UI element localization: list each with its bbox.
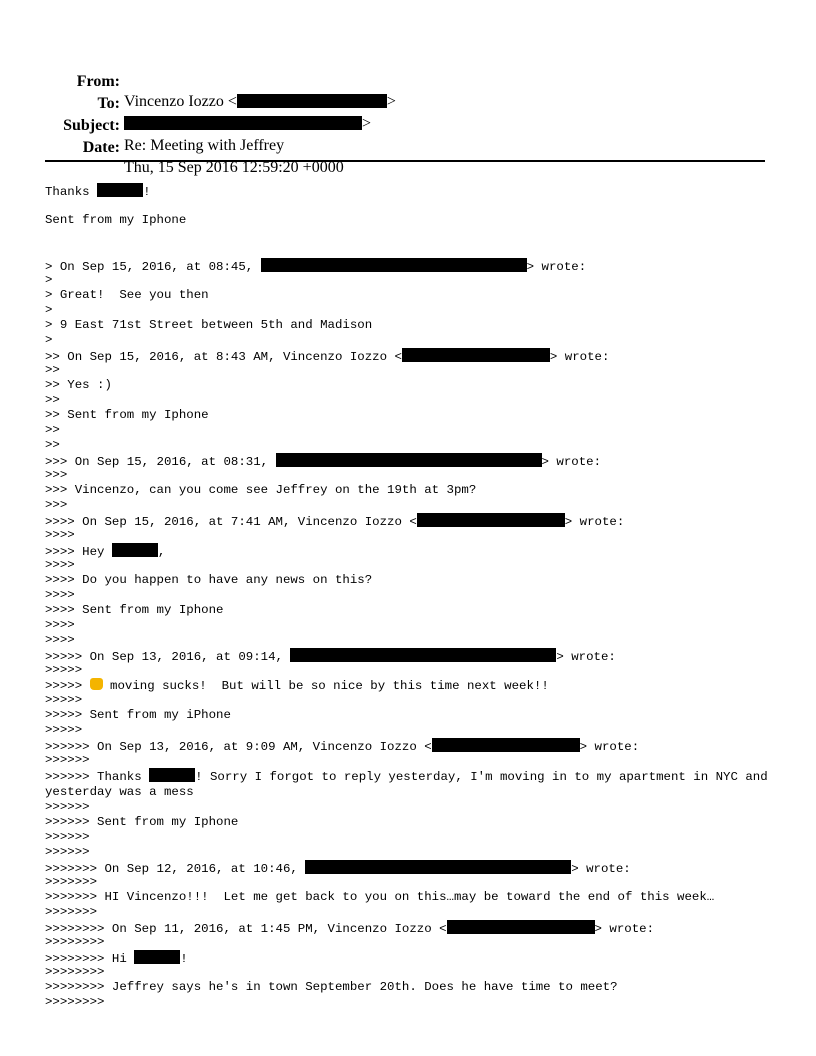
body-line: >>>>> [45,663,83,677]
redaction-box [97,183,143,197]
body-line: >>>> [45,633,75,647]
quote-header: >>>>> On Sep 13, 2016, at 09:14, > wrote: [45,650,616,664]
from-name: Vincenzo Iozzo < [124,93,237,110]
body-line: >>>>>>>> Hi ! [45,952,188,966]
body-line: > 9 East 71st Street between 5th and Madison [45,318,373,332]
redaction-box [149,768,195,782]
subject-label: Subject: [63,117,120,134]
quote-header: >> On Sep 15, 2016, at 8:43 AM, Vincenzo Iozzo < > wrote: [45,350,610,364]
body-line: >>>>> moving sucks! But will be so nice by this time next week!! [45,679,549,693]
body-line: >>>> [45,618,75,632]
email-body [45,183,785,1010]
redaction-box [417,513,565,527]
body-line: >>>>>> Sent from my Iphone [45,815,239,829]
body-line: >>>>>> [45,845,90,859]
body-line: >> [45,393,60,407]
body-line: >>>>>> Thanks ! Sorry I forgot to reply yesterday, I'm moving in to my apartment in NYC and yesterday was a mess [45,770,776,799]
body-line: >>>>> [45,723,83,737]
quote-header: >>>>>>>> On Sep 11, 2016, at 1:45 PM, Vincenzo Iozzo < > wrote: [45,922,655,936]
body-line: >>>>>>>> [45,935,105,949]
body-line: >>> [45,498,68,512]
to-value: > [124,114,371,134]
body-line: >>>>>>> HI Vincenzo!!! Let me get back to you on this…may be toward the end of this week… [45,890,715,904]
body-line: >>> Vincenzo, can you come see Jeffrey on the 19th at 3pm? [45,483,477,497]
body-line: >>>> Sent from my Iphone [45,603,224,617]
redaction-box [134,950,180,964]
body-line: > [45,273,53,287]
body-line: >>>>>>> [45,875,98,889]
header-divider [45,160,765,162]
body-line: >> Yes :) [45,378,112,392]
quote-header: >>>>>>> On Sep 12, 2016, at 10:46, > wrote: [45,862,631,876]
quote-header: >>> On Sep 15, 2016, at 08:31, > wrote: [45,455,602,469]
body-line: >>>> [45,588,75,602]
date-value: Thu, 15 Sep 2016 12:59:20 +0000 [124,159,344,176]
body-line: >>>>>> [45,830,90,844]
body-line: >>>>>>> [45,905,98,919]
body-line: >>>>>> [45,800,90,814]
redaction-box [402,348,550,362]
body-line: >>>>> Sent from my iPhone [45,708,231,722]
body-line: >>>> Hey , [45,545,166,559]
thumbs-up-icon [90,678,103,690]
body-line: >> Sent from my Iphone [45,408,209,422]
body-line: >> [45,423,60,437]
redaction-box [261,258,527,272]
quote-header: > On Sep 15, 2016, at 08:45, > wrote: [45,260,587,274]
body-line: >>>>>>>> [45,965,105,979]
body-line: Sent from my Iphone [45,213,187,227]
redaction-box [432,738,580,752]
redaction-box [447,920,595,934]
body-line: >>>> Do you happen to have any news on this? [45,573,373,587]
quote-header: >>>> On Sep 15, 2016, at 7:41 AM, Vincenzo Iozzo < > wrote: [45,515,625,529]
body-line: >>>> [45,558,75,572]
body-line: >>> [45,468,68,482]
body-line: >>>>> [45,693,83,707]
body-line: > Great! See you then [45,288,209,302]
body-line: >>>> [45,528,75,542]
body-line: > [45,333,53,347]
body-line: >> [45,438,60,452]
body-line: > [45,303,53,317]
quote-header: >>>>>> On Sep 13, 2016, at 9:09 AM, Vincenzo Iozzo < > wrote: [45,740,640,754]
body-line: >>>>>>>> [45,995,105,1009]
redaction-box [276,453,542,467]
from-value: Vincenzo Iozzo < > [124,93,396,110]
date-label: Date: [82,139,120,156]
redaction-box [305,860,571,874]
body-line: >>>>>> [45,753,90,767]
redaction-box [112,543,158,557]
body-line: >> [45,363,60,377]
redaction-box [290,648,556,662]
subject-value: Re: Meeting with Jeffrey [124,137,285,154]
from-label: From: [76,73,120,90]
body-line: >>>>>>>> Jeffrey says he's in town September 20th. Does he have time to meet? [45,980,618,994]
body-line: Thanks ! [45,185,151,199]
to-label: To: [97,95,120,112]
